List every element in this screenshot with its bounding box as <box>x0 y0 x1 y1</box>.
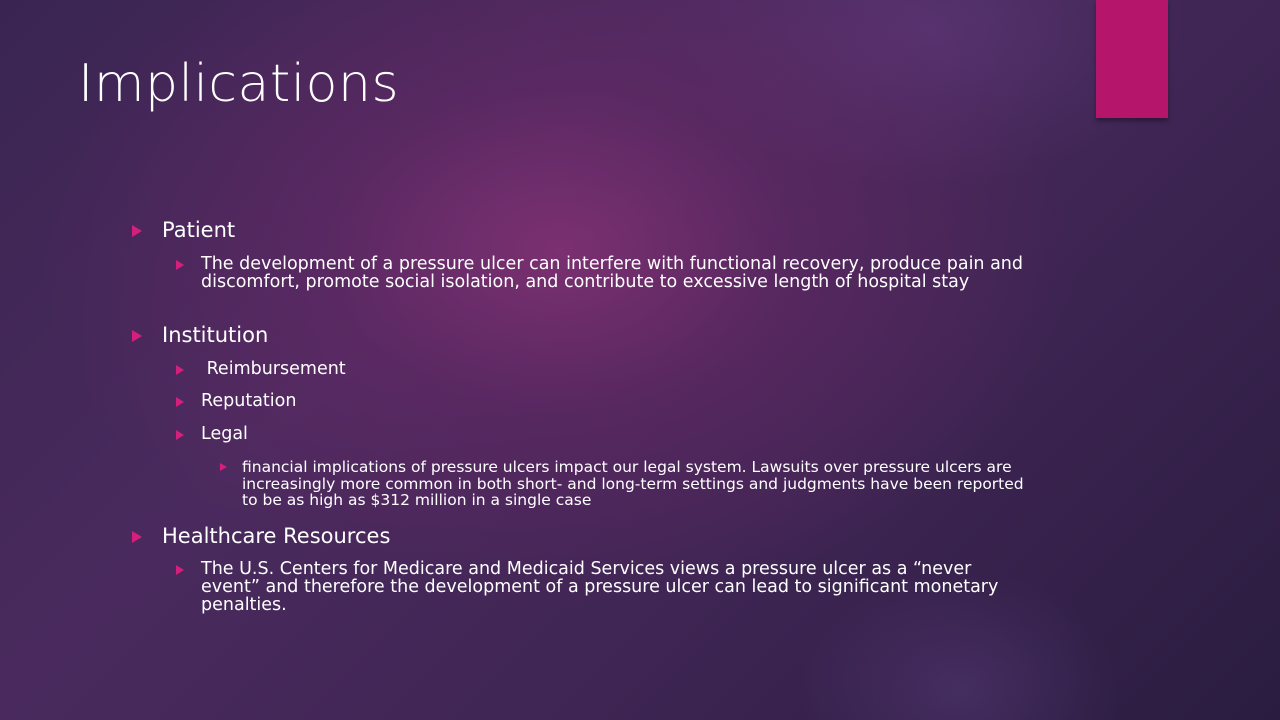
bullet-label: The U.S. Centers for Medicare and Medicaid Services views a pressure ulcer as a “never event” and therefore the development of a pressure ulcer can lead to significant monetary penalties. <box>201 559 999 615</box>
bullet-legal <box>176 425 1031 443</box>
bullet-institution <box>132 321 268 349</box>
bullet-label: Reimbursement <box>201 359 346 379</box>
bullet-label: Reputation <box>201 391 297 411</box>
triangle-bullet-icon <box>132 531 142 543</box>
bullet-healthcare-resources <box>132 522 390 550</box>
bullet-label: Legal <box>201 424 248 444</box>
bullet-legal-detail <box>220 459 1032 509</box>
triangle-bullet-icon <box>220 463 227 471</box>
bullet-reimbursement <box>176 360 1031 378</box>
triangle-bullet-icon <box>132 330 142 342</box>
bullet-patient-detail <box>176 255 1031 291</box>
bullet-label: Patient <box>162 218 236 242</box>
triangle-bullet-icon <box>176 260 184 270</box>
triangle-bullet-icon <box>176 430 184 440</box>
bullet-label: The development of a pressure ulcer can interfere with functional recovery, produce pain and discomfort, promote social isolation, and contribute to excessive length of hospital stay <box>201 254 1024 292</box>
triangle-bullet-icon <box>132 225 142 237</box>
triangle-bullet-icon <box>176 397 184 407</box>
bullet-patient <box>132 216 235 244</box>
accent-bar <box>1096 0 1168 118</box>
triangle-bullet-icon <box>176 365 184 375</box>
slide-title: Implications <box>78 54 400 114</box>
triangle-bullet-icon <box>176 565 184 575</box>
bullet-healthcare-detail <box>176 560 1031 614</box>
bullet-reputation <box>176 392 1031 410</box>
bullet-label: financial implications of pressure ulcers impact our legal system. Lawsuits over pressure ulcers are increasingly more common in both short- and long-term settings and judgments have been reported to be as high as $312 million in a single case <box>242 458 1024 509</box>
bullet-label: Institution <box>162 323 269 347</box>
bullet-label: Healthcare Resources <box>162 524 391 548</box>
